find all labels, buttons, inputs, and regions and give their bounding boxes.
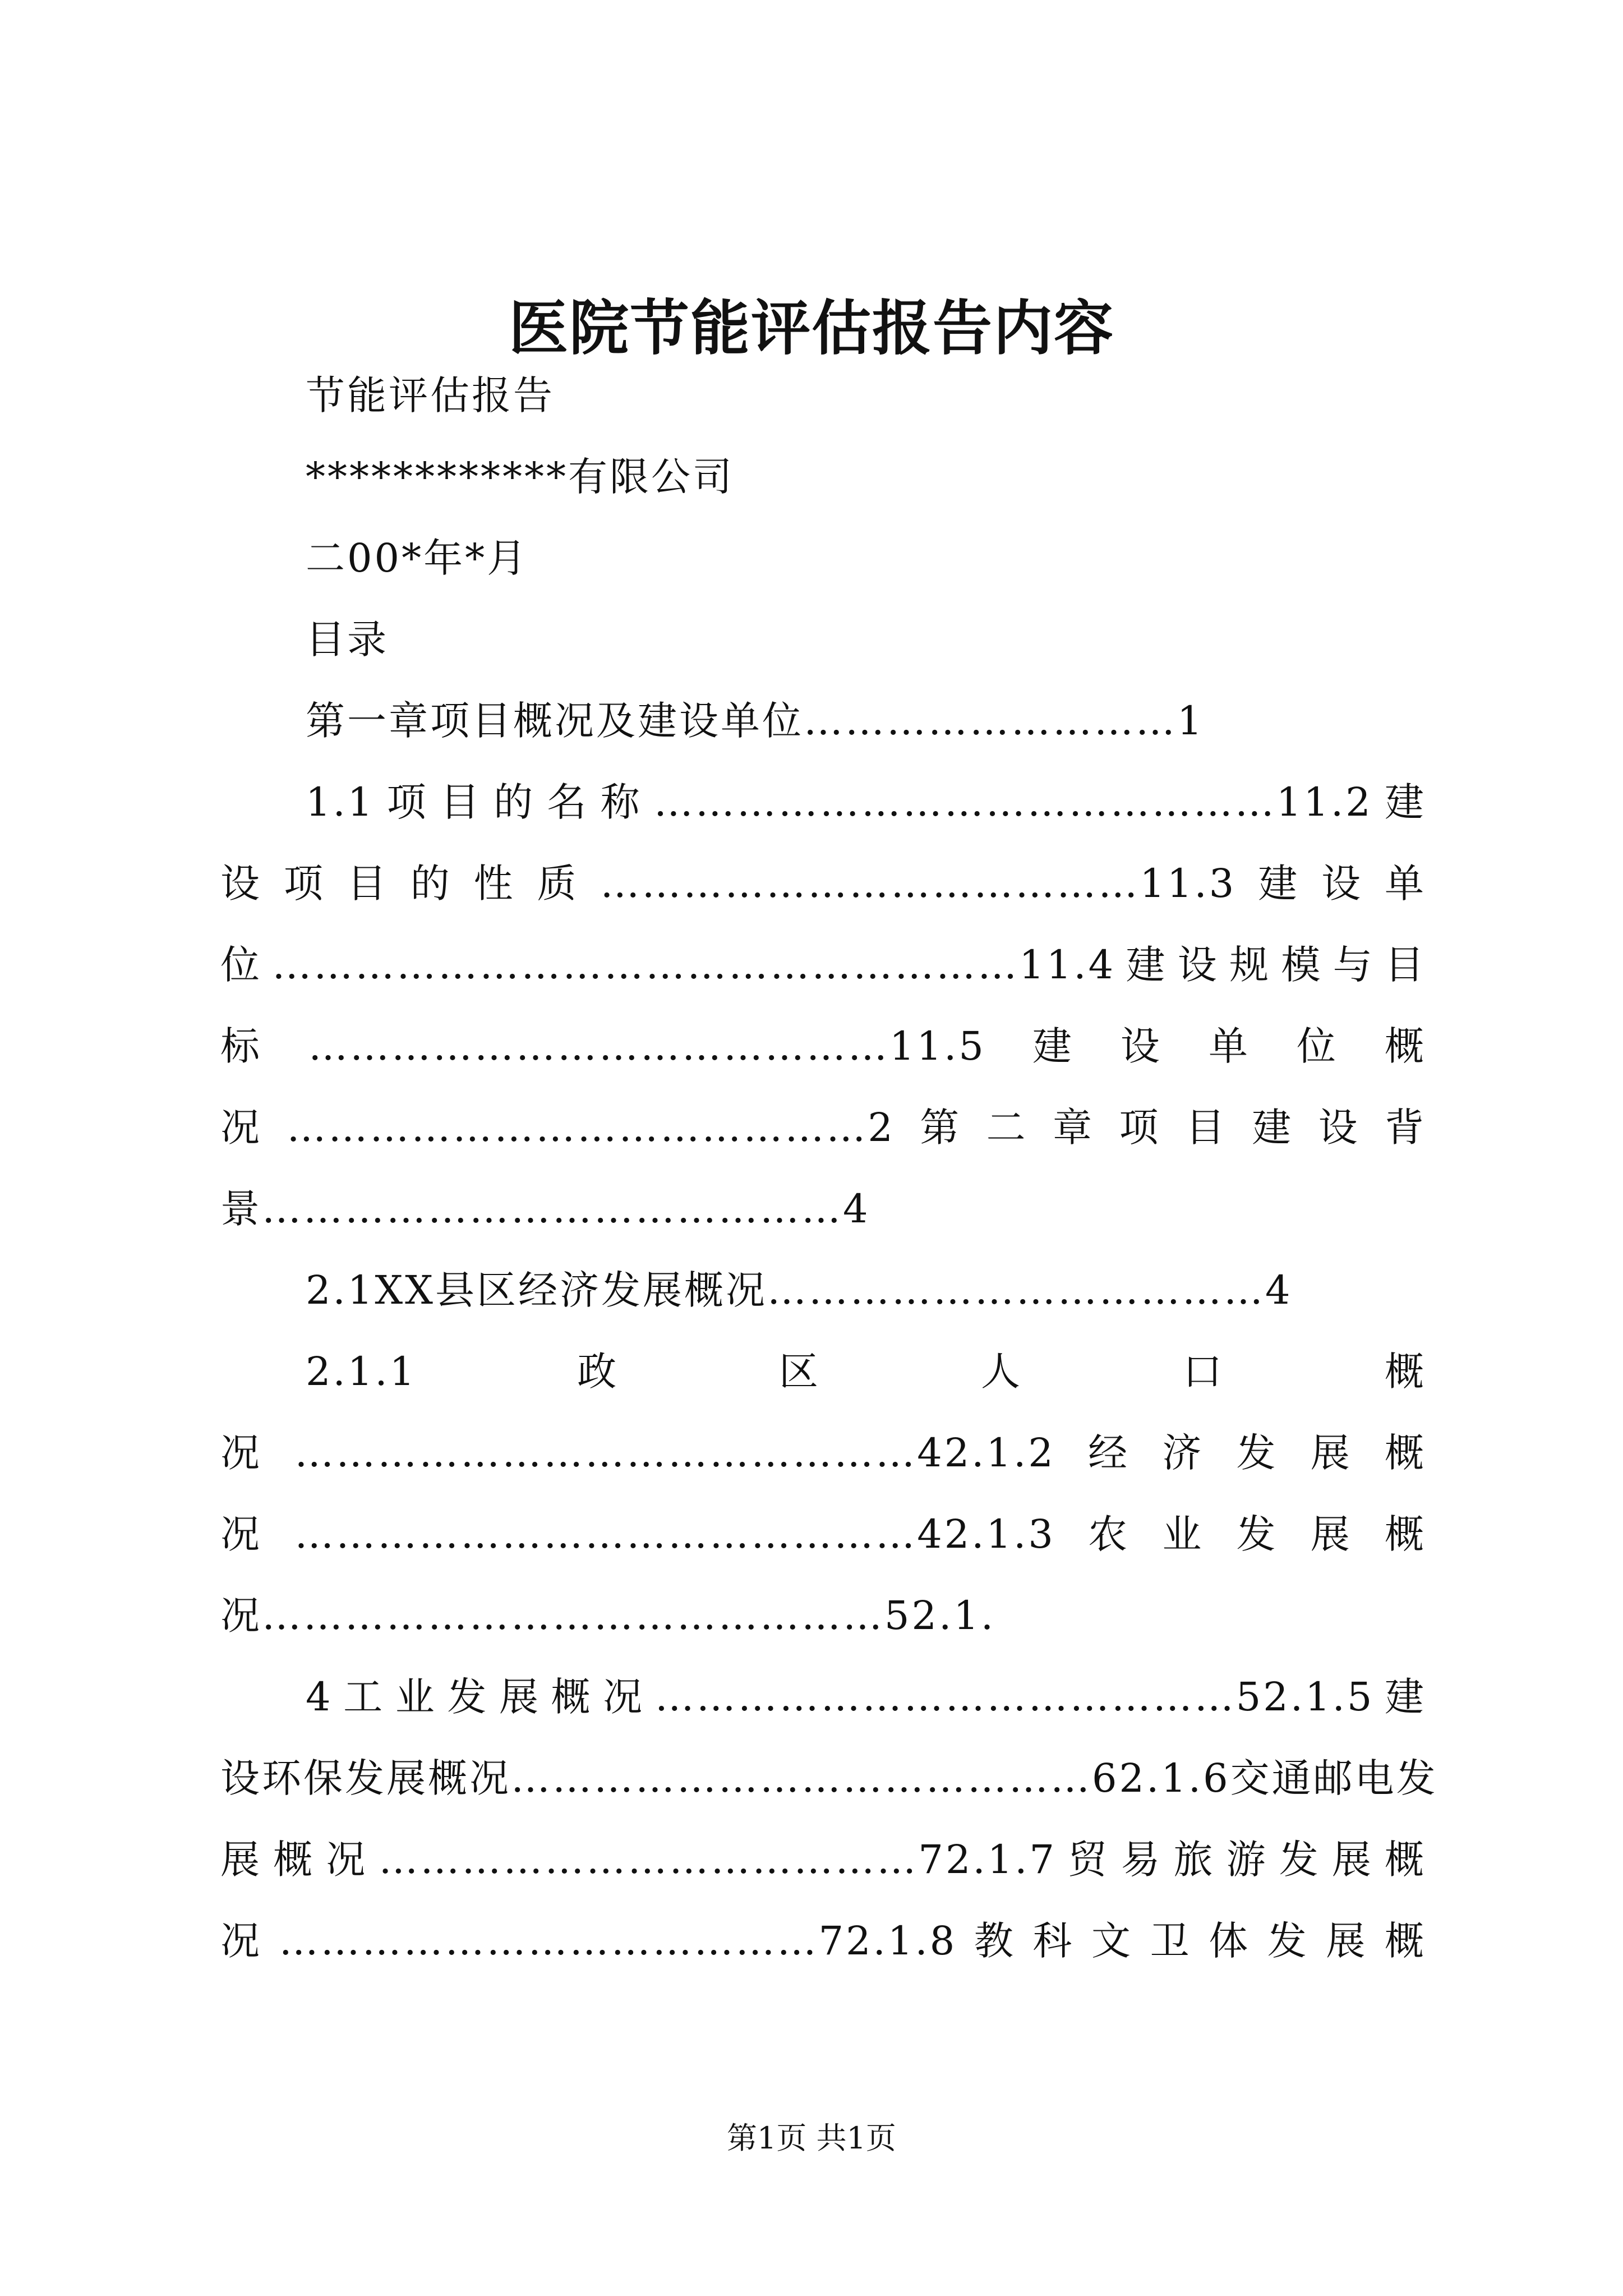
toc-entry: 2.1XX县区经济发展概况………………………………4	[306, 1267, 1293, 1313]
toc-entry: 况……………………………………2第二章项目建设背	[220, 1105, 1426, 1151]
toc-entry: 设项目的性质…………………………………11.3建设单	[220, 861, 1426, 907]
toc-entry: 展概况…………………………………72.1.7贸易旅游发展概	[220, 1837, 1426, 1883]
text-line-company: ************有限公司	[306, 454, 734, 500]
toc-entry: 况………………………………………42.1.2经济发展概	[220, 1430, 1426, 1476]
toc-entry: 位………………………………………………11.4建设规模与目	[220, 942, 1426, 988]
toc-entry: 况…………………………………72.1.8教科文卫体发展概	[220, 1918, 1426, 1964]
toc-entry: 设环保发展概况……………………………………62.1.6交通邮电发	[220, 1755, 1438, 1801]
text-line-date: 二00*年*月	[306, 535, 529, 581]
toc-entry: 1.1项目的名称………………………………………11.2建	[306, 779, 1426, 825]
toc-entry: 况………………………………………52.1.	[220, 1593, 996, 1639]
toc-entry: 2.1.1政区人口概	[306, 1349, 1426, 1395]
toc-entry-chapter-1: 第一章项目概况及建设单位………………………1	[306, 698, 1205, 744]
toc-entry: 景……………………………………4	[220, 1186, 870, 1232]
toc-entry: 标……………………………………11.5建设单位概	[220, 1023, 1426, 1069]
toc-entry: 况………………………………………42.1.3农业发展概	[220, 1511, 1426, 1557]
text-line-subtitle: 节能评估报告	[306, 372, 555, 418]
toc-heading: 目录	[306, 616, 389, 662]
toc-entry: 4工业发展概况……………………………………52.1.5建	[306, 1674, 1426, 1720]
page-number-footer: 第1页 共1页	[727, 2120, 896, 2156]
document-title: 医院节能评估报告内容	[509, 293, 1114, 363]
